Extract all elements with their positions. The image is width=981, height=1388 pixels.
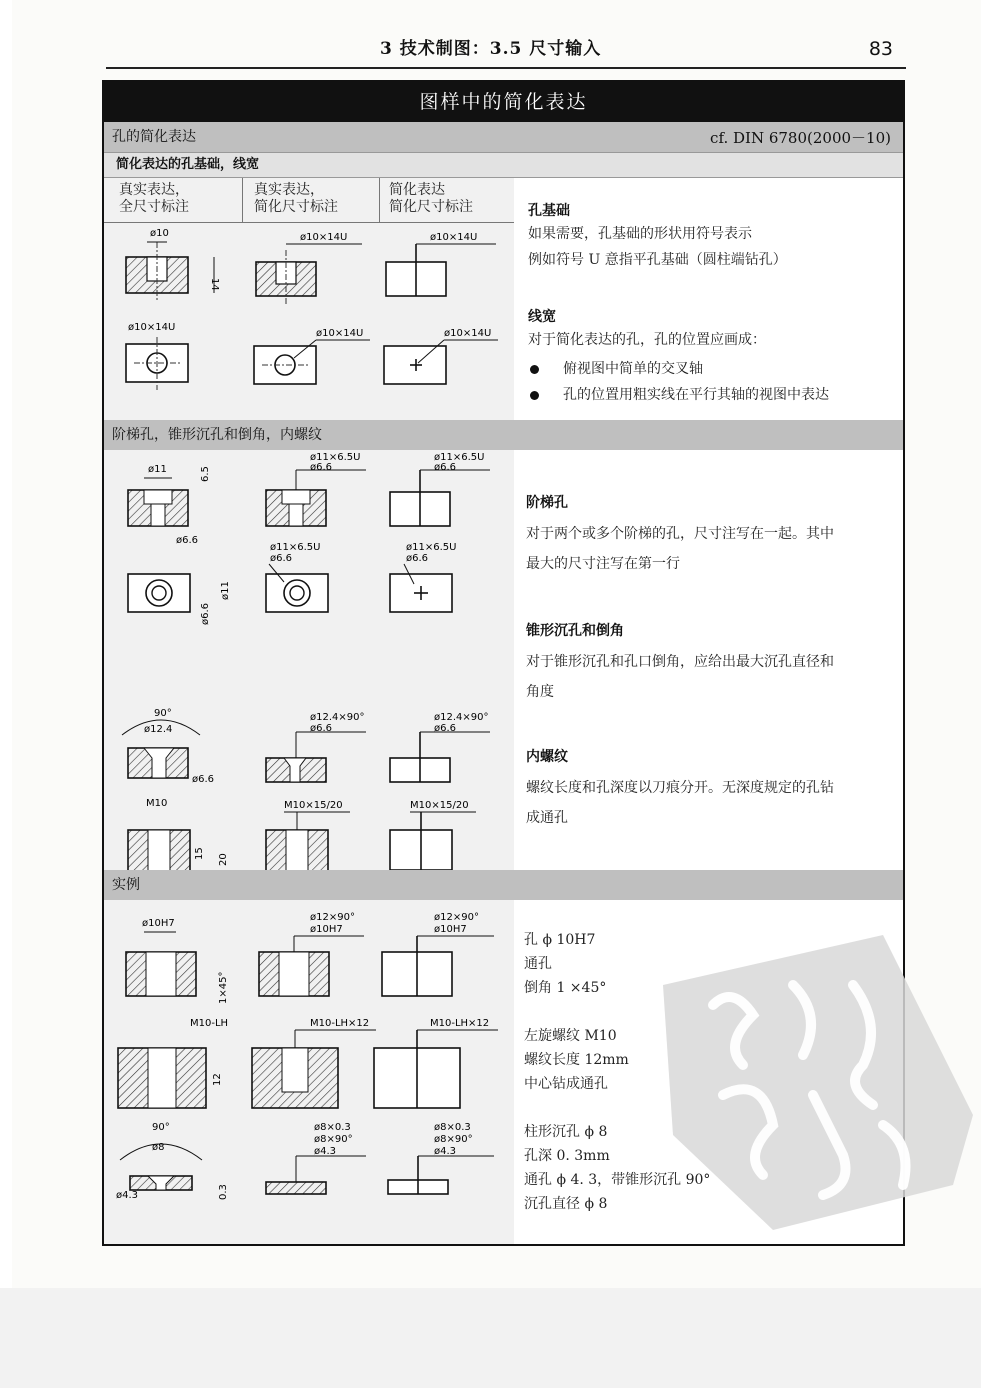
- svg-text:ø6.6: ø6.6: [310, 462, 333, 473]
- heading-line-width: 线宽: [528, 309, 556, 325]
- text-stepped-1: 对于两个或多个阶梯的孔，尺寸注写在一起。其中: [526, 526, 834, 542]
- svg-text:ø10×14U: ø10×14U: [300, 232, 348, 243]
- col1-header: 真实表达， 全尺寸标注: [119, 182, 189, 215]
- text-hole-base-2: 例如符号 U 意指平孔基础（圆柱端钻孔）: [528, 252, 787, 268]
- svg-text:ø11: ø11: [148, 464, 167, 475]
- svg-text:M10×15/20: M10×15/20: [410, 800, 469, 811]
- scan-margin: [0, 1288, 981, 1388]
- standard-reference: cf. DIN 6780(2000－10): [710, 129, 891, 147]
- svg-text:ø8×0.3: ø8×0.3: [434, 1122, 471, 1133]
- col2-header: 真实表达， 简化尺寸标注: [254, 182, 338, 215]
- svg-text:0.3: 0.3: [218, 1184, 229, 1200]
- heading-internal-thread: 内螺纹: [526, 749, 568, 765]
- text-stepped-2: 最大的尺寸注写在第一行: [526, 556, 680, 572]
- svg-text:ø11: ø11: [220, 581, 231, 600]
- svg-text:M10-LH: M10-LH: [190, 1018, 229, 1029]
- svg-text:20: 20: [218, 853, 229, 866]
- svg-text:ø6.6: ø6.6: [434, 723, 457, 734]
- text-countersink-2: 角度: [526, 684, 554, 700]
- svg-text:6.5: 6.5: [200, 466, 211, 482]
- section-bar-stepped: 阶梯孔，锥形沉孔和倒角，内螺纹: [104, 420, 903, 450]
- svg-text:ø11×6.5U: ø11×6.5U: [406, 542, 457, 553]
- svg-text:ø8×0.3: ø8×0.3: [314, 1122, 351, 1133]
- heading-stepped-hole: 阶梯孔: [526, 495, 568, 511]
- svg-text:ø8×90°: ø8×90°: [314, 1134, 353, 1145]
- col3-header: 简化表达 简化尺寸标注: [389, 182, 473, 215]
- library-watermark-seal: [653, 925, 981, 1235]
- section1-text: [514, 178, 903, 420]
- example-3: 柱形沉孔 ϕ 8 孔深 0. 3mm 通孔 ϕ 4. 3，带锥形沉孔 90° 沉孔直径 ϕ 8: [524, 1124, 711, 1212]
- svg-text:ø6.6: ø6.6: [176, 535, 199, 546]
- heading-hole-base: 孔基础: [528, 203, 570, 219]
- section-bar-holes: [104, 122, 903, 152]
- section2-drawings: [104, 450, 514, 870]
- svg-text:ø4.3: ø4.3: [434, 1146, 457, 1157]
- header-rule: [106, 67, 906, 69]
- bullet-2: 孔的位置用粗实线在平行其轴的视图中表达: [530, 384, 829, 404]
- svg-text:ø4.3: ø4.3: [116, 1190, 139, 1201]
- svg-text:ø10H7: ø10H7: [434, 924, 467, 935]
- svg-text:ø12.4×90°: ø12.4×90°: [310, 712, 365, 723]
- svg-text:12: 12: [212, 1073, 223, 1086]
- svg-text:ø6.6: ø6.6: [406, 553, 429, 564]
- svg-text:M10-LH×12: M10-LH×12: [310, 1018, 370, 1029]
- section-bar-examples: 实例: [104, 870, 903, 900]
- heading-countersink: 锥形沉孔和倒角: [526, 623, 624, 639]
- svg-text:M10: M10: [146, 798, 168, 809]
- svg-text:ø11×6.5U: ø11×6.5U: [310, 452, 361, 463]
- svg-text:ø10H7: ø10H7: [142, 918, 175, 929]
- svg-text:ø8×90°: ø8×90°: [434, 1134, 473, 1145]
- svg-text:ø10×14U: ø10×14U: [128, 322, 176, 333]
- svg-text:ø12.4×90°: ø12.4×90°: [434, 712, 489, 723]
- text-thread-1: 螺纹长度和孔深度以刀痕分开。无深度规定的孔钻: [526, 780, 834, 796]
- svg-text:M10-LH×12: M10-LH×12: [430, 1018, 490, 1029]
- svg-text:90°: 90°: [154, 708, 172, 719]
- basic-hole-drawings: [104, 222, 514, 420]
- svg-text:ø11×6.5U: ø11×6.5U: [270, 542, 321, 553]
- svg-text:ø6.6: ø6.6: [434, 462, 457, 473]
- svg-text:M10×15/20: M10×15/20: [284, 800, 343, 811]
- example-2: 左旋螺纹 M10 螺纹长度 12mm 中心钻成通孔: [524, 1028, 629, 1092]
- section3-drawings: [104, 900, 514, 1244]
- svg-text:ø12×90°: ø12×90°: [434, 912, 479, 923]
- page-title: 图样中的简化表达: [104, 82, 903, 122]
- svg-text:ø10×14U: ø10×14U: [444, 328, 492, 339]
- page-number: 83: [868, 38, 893, 60]
- text-thread-2: 成通孔: [526, 810, 568, 826]
- svg-text:90°: 90°: [152, 1122, 170, 1133]
- section-label: 孔的简化表达: [112, 129, 196, 145]
- svg-text:ø10×14U: ø10×14U: [316, 328, 364, 339]
- svg-text:ø10: ø10: [150, 228, 169, 239]
- svg-text:ø12×90°: ø12×90°: [310, 912, 355, 923]
- svg-text:ø10H7: ø10H7: [310, 924, 343, 935]
- svg-text:ø6.6: ø6.6: [192, 774, 215, 785]
- svg-text:ø8: ø8: [152, 1142, 165, 1153]
- svg-text:ø6.6: ø6.6: [310, 723, 333, 734]
- svg-text:1×45°: 1×45°: [218, 971, 229, 1004]
- svg-text:ø11×6.5U: ø11×6.5U: [434, 452, 485, 463]
- text-line-width: 对于简化表达的孔，孔的位置应画成：: [528, 332, 766, 348]
- section2-text: [514, 450, 903, 870]
- example-1: 孔 ϕ 10H7 通孔 倒角 1 ×45°: [524, 932, 607, 996]
- svg-text:ø6.6: ø6.6: [200, 602, 211, 625]
- example-drawings: [104, 900, 514, 1244]
- running-header: 3 技术制图：3.5 尺寸输入: [380, 39, 602, 59]
- svg-text:ø10×14U: ø10×14U: [430, 232, 478, 243]
- svg-text:14: 14: [209, 278, 220, 291]
- subsection-bar: 简化表达的孔基础，线宽: [104, 152, 903, 178]
- stepped-hole-drawings: [104, 450, 514, 870]
- section1-drawings: [104, 178, 514, 420]
- svg-text:15: 15: [194, 847, 205, 860]
- text-hole-base-1: 如果需要，孔基础的形状用符号表示: [528, 226, 752, 242]
- svg-text:ø4.3: ø4.3: [314, 1146, 337, 1157]
- text-countersink-1: 对于锥形沉孔和孔口倒角，应给出最大沉孔直径和: [526, 654, 834, 670]
- bullet-1: 俯视图中简单的交叉轴: [530, 358, 703, 378]
- svg-text:ø6.6: ø6.6: [270, 553, 293, 564]
- svg-text:ø12.4: ø12.4: [144, 724, 173, 735]
